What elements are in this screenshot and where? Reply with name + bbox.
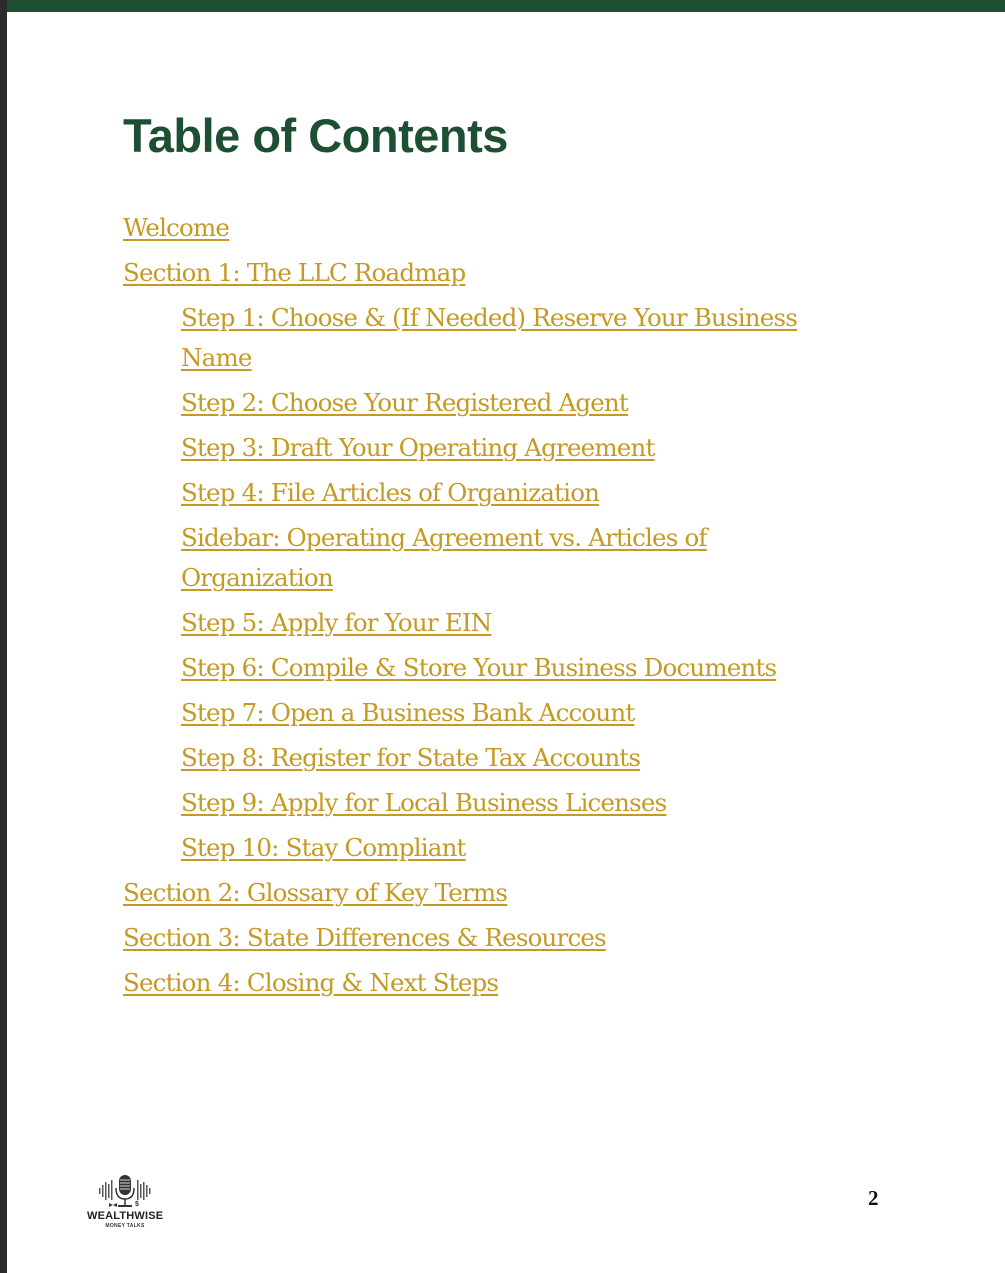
toc-link-step-8[interactable]: Step 8: Register for State Tax Accounts bbox=[181, 743, 641, 772]
toc-link-step-6[interactable]: Step 6: Compile & Store Your Business Documents bbox=[181, 653, 777, 682]
toc-link-step-2[interactable]: Step 2: Choose Your Registered Agent bbox=[181, 388, 628, 417]
logo-tagline: MONEY TALKS bbox=[105, 1223, 145, 1229]
toc-link-welcome[interactable]: Welcome bbox=[123, 213, 230, 242]
toc-entry bbox=[123, 518, 821, 598]
toc-entry bbox=[123, 918, 903, 958]
toc-link-sidebar[interactable]: Sidebar: Operating Agreement vs. Articles of Organization bbox=[181, 523, 707, 592]
toc-link-step-7[interactable]: Step 7: Open a Business Bank Account bbox=[181, 698, 635, 727]
logo-name: WEALTHWISE bbox=[87, 1210, 164, 1222]
toc-link-step-3[interactable]: Step 3: Draft Your Operating Agreement bbox=[181, 433, 655, 462]
toc-entry bbox=[123, 783, 903, 823]
toc-link-step-5[interactable]: Step 5: Apply for Your EIN bbox=[181, 608, 492, 637]
toc-entry bbox=[123, 873, 903, 913]
document-page bbox=[7, 0, 1005, 1273]
table-of-contents bbox=[123, 208, 903, 1008]
toc-entry bbox=[123, 693, 903, 733]
toc-link-step-4[interactable]: Step 4: File Articles of Organization bbox=[181, 478, 600, 507]
toc-entry bbox=[123, 298, 821, 378]
toc-entry bbox=[123, 963, 903, 1003]
toc-entry bbox=[123, 648, 903, 688]
toc-link-step-10[interactable]: Step 10: Stay Compliant bbox=[181, 833, 466, 862]
toc-entry bbox=[123, 428, 903, 468]
toc-entry bbox=[123, 738, 903, 778]
toc-entry bbox=[123, 473, 903, 513]
toc-entry bbox=[123, 208, 903, 248]
toc-link-section-2[interactable]: Section 2: Glossary of Key Terms bbox=[123, 878, 508, 907]
toc-link-step-1[interactable]: Step 1: Choose & (If Needed) Reserve Your Business Name bbox=[181, 303, 797, 372]
toc-entry bbox=[123, 383, 903, 423]
toc-link-step-9[interactable]: Step 9: Apply for Local Business Licenses bbox=[181, 788, 667, 817]
page-number: 2 bbox=[868, 1186, 879, 1210]
toc-link-section-3[interactable]: Section 3: State Differences & Resources bbox=[123, 923, 606, 952]
toc-link-section-1[interactable]: Section 1: The LLC Roadmap bbox=[123, 258, 466, 287]
wealthwise-logo bbox=[87, 1172, 163, 1234]
header-accent-bar bbox=[7, 0, 1005, 12]
toc-entry bbox=[123, 603, 903, 643]
svg-text:$: $ bbox=[135, 1201, 139, 1208]
page-title: Table of Contents bbox=[123, 109, 508, 162]
microphone-icon bbox=[87, 1172, 163, 1212]
toc-entry bbox=[123, 253, 903, 293]
toc-link-section-4[interactable]: Section 4: Closing & Next Steps bbox=[123, 968, 499, 997]
toc-entry bbox=[123, 828, 903, 868]
